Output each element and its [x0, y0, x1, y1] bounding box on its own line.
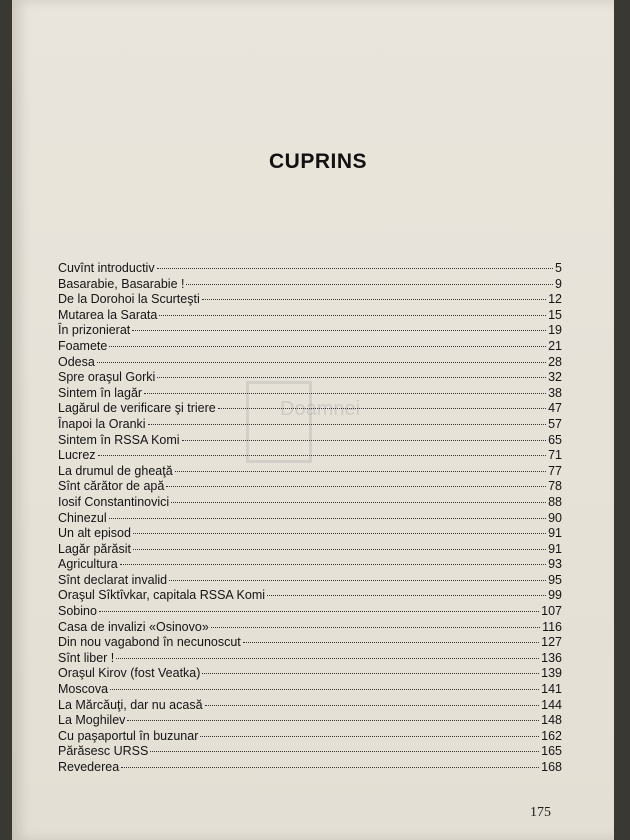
toc-entry-page: 91 — [548, 526, 562, 541]
toc-entry — [58, 479, 562, 495]
dot-leader — [109, 517, 546, 519]
toc-entry-page: 15 — [548, 307, 562, 322]
toc-entry-page: 141 — [541, 682, 562, 697]
toc-entry-title: Moscova — [58, 682, 109, 697]
toc-entry — [58, 355, 562, 371]
toc-entry-page: 77 — [548, 463, 562, 478]
dot-leader — [159, 314, 546, 316]
dot-leader — [133, 532, 546, 534]
dot-leader — [202, 298, 546, 300]
dot-leader — [98, 454, 547, 456]
dot-leader — [202, 672, 539, 674]
toc-entry-title: Iosif Constantinovici — [58, 494, 170, 509]
table-of-contents — [58, 261, 562, 776]
dot-leader — [109, 345, 546, 347]
toc-entry — [58, 542, 562, 558]
toc-entry-title: Sînt cărător de apă — [58, 479, 165, 494]
toc-entry-title: Sintem în RSSA Komi — [58, 432, 180, 447]
dot-leader — [157, 376, 546, 378]
dot-leader — [121, 766, 539, 768]
toc-entry — [58, 729, 562, 745]
toc-entry-page: 32 — [548, 370, 562, 385]
toc-entry-title: Odesa — [58, 354, 95, 369]
dot-leader — [182, 439, 547, 441]
dot-leader — [133, 548, 546, 550]
toc-entry-page: 78 — [548, 479, 562, 494]
toc-entry-title: Mutarea la Sarata — [58, 307, 158, 322]
toc-entry-page: 148 — [541, 713, 562, 728]
toc-entry-page: 88 — [548, 494, 562, 509]
toc-entry-title: Părăsesc URSS — [58, 744, 149, 759]
toc-entry — [58, 620, 562, 636]
toc-entry — [58, 386, 562, 402]
toc-entry-title: Basarabie, Basarabie ! — [58, 276, 185, 291]
toc-entry-title: Lagărul de verificare şi triere — [58, 401, 216, 416]
toc-entry-page: 107 — [541, 604, 562, 619]
toc-entry — [58, 635, 562, 651]
dot-leader — [200, 735, 539, 737]
toc-entry-page: 28 — [548, 354, 562, 369]
toc-entry-title: Chinezul — [58, 510, 107, 525]
toc-entry-title: Din nou vagabond în necunoscut — [58, 635, 241, 650]
toc-entry — [58, 323, 562, 339]
toc-entry-page: 71 — [548, 448, 562, 463]
toc-entry-page: 127 — [541, 635, 562, 650]
toc-entry-page: 47 — [548, 401, 562, 416]
watermark-text: Doamnei — [280, 398, 361, 420]
dot-leader — [157, 267, 553, 269]
dot-leader — [99, 610, 539, 612]
toc-entry — [58, 277, 562, 293]
dot-leader — [169, 579, 546, 581]
toc-entry — [58, 744, 562, 760]
toc-entry-title: La Mărcăuţi, dar nu acasă — [58, 697, 203, 712]
dot-leader — [205, 704, 540, 706]
dot-leader — [211, 626, 540, 628]
toc-entry-page: 95 — [548, 572, 562, 587]
dot-leader — [110, 688, 539, 690]
toc-entry-title: Spre oraşul Gorki — [58, 370, 156, 385]
toc-entry-page: 38 — [548, 385, 562, 400]
dot-leader — [127, 719, 539, 721]
toc-entry — [58, 604, 562, 620]
toc-entry — [58, 464, 562, 480]
toc-entry — [58, 511, 562, 527]
toc-entry-page: 99 — [548, 588, 562, 603]
toc-entry — [58, 651, 562, 667]
toc-entry — [58, 292, 562, 308]
toc-entry-page: 162 — [541, 728, 562, 743]
dot-leader — [150, 750, 539, 752]
toc-entry-page: 57 — [548, 416, 562, 431]
page-number: 175 — [530, 805, 551, 820]
toc-entry-title: Casa de invalizi «Osinovo» — [58, 619, 209, 634]
toc-entry-title: Oraşul Sîktîvkar, capitala RSSA Komi — [58, 588, 266, 603]
toc-entry-page: 144 — [541, 697, 562, 712]
toc-entry-title: La drumul de gheaţă — [58, 463, 173, 478]
toc-entry-page: 65 — [548, 432, 562, 447]
toc-entry-page: 5 — [555, 261, 562, 275]
toc-entry-title: La Moghilev — [58, 713, 126, 728]
toc-entry-title: Cu paşaportul în buzunar — [58, 728, 199, 743]
toc-entry — [58, 557, 562, 573]
toc-entry-title: Revederea — [58, 760, 120, 774]
toc-entry-page: 90 — [548, 510, 562, 525]
toc-entry-title: Lucrez — [58, 448, 96, 463]
dot-leader — [97, 361, 546, 363]
dot-leader — [116, 657, 539, 659]
toc-entry — [58, 261, 562, 277]
toc-entry — [58, 713, 562, 729]
toc-entry-page: 136 — [541, 650, 562, 665]
toc-entry — [58, 573, 562, 589]
dot-leader — [267, 594, 546, 596]
toc-entry — [58, 339, 562, 355]
toc-entry — [58, 588, 562, 604]
toc-entry-title: Sintem în lagăr — [58, 385, 143, 400]
toc-entry-page: 21 — [548, 338, 562, 353]
toc-entry — [58, 760, 562, 776]
dot-leader — [132, 329, 546, 331]
toc-entry-page: 168 — [541, 760, 562, 774]
toc-entry — [58, 526, 562, 542]
dot-leader — [243, 641, 539, 643]
toc-entry-page: 9 — [555, 276, 562, 291]
toc-entry-page: 12 — [548, 292, 562, 307]
toc-entry — [58, 682, 562, 698]
page-title: CUPRINS — [268, 150, 367, 173]
toc-entry — [58, 495, 562, 511]
dot-leader — [120, 563, 546, 565]
toc-entry-title: Foamete — [58, 338, 108, 353]
dot-leader — [218, 407, 546, 409]
toc-entry-title: Înapoi la Oranki — [58, 416, 146, 431]
toc-entry-page: 116 — [542, 619, 562, 634]
toc-entry-title: Sînt declarat invalid — [58, 572, 168, 587]
dot-leader — [166, 485, 546, 487]
toc-entry — [58, 370, 562, 386]
book-page — [12, 0, 614, 840]
dot-leader — [175, 470, 546, 472]
toc-entry-title: Lagăr părăsit — [58, 541, 131, 556]
dot-leader — [171, 501, 546, 503]
toc-entry-page: 91 — [548, 541, 562, 556]
toc-entry — [58, 433, 562, 449]
toc-entry-page: 139 — [541, 666, 562, 681]
toc-entry-title: Oraşul Kirov (fost Veatka) — [58, 666, 201, 681]
toc-entry-title: Sînt liber ! — [58, 650, 115, 665]
toc-entry — [58, 666, 562, 682]
toc-entry-page: 93 — [548, 557, 562, 572]
toc-entry — [58, 448, 562, 464]
toc-entry-title: În prizonierat — [58, 323, 131, 338]
toc-entry-page: 165 — [541, 744, 562, 759]
dot-leader — [186, 283, 553, 285]
dot-leader — [148, 423, 547, 425]
toc-entry-title: Sobino — [58, 604, 97, 619]
toc-entry-page: 19 — [548, 323, 562, 338]
toc-entry — [58, 417, 562, 433]
toc-entry — [58, 698, 562, 714]
toc-entry-title: Cuvînt introductiv — [58, 261, 155, 275]
toc-entry-title: Un alt episod — [58, 526, 131, 541]
toc-entry — [58, 401, 562, 417]
toc-entry-title: De la Dorohoi la Scurteşti — [58, 292, 200, 307]
toc-entry — [58, 308, 562, 324]
toc-entry-title: Agricultura — [58, 557, 118, 572]
dot-leader — [144, 392, 546, 394]
